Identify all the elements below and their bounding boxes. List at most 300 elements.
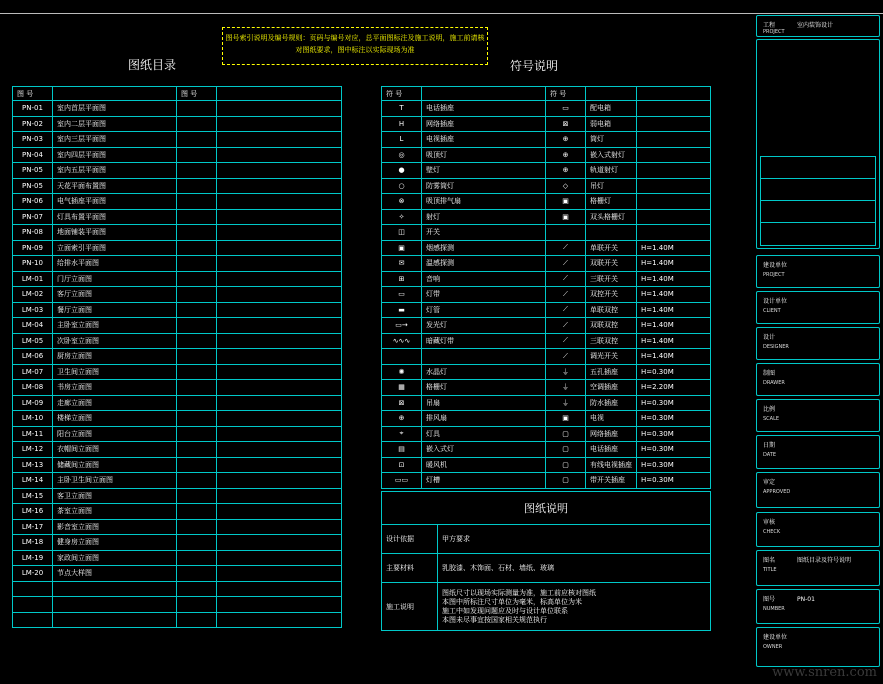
legend-symbol-icon <box>382 349 422 365</box>
table-row <box>13 380 342 396</box>
empty-cell <box>177 349 217 365</box>
empty-cell <box>177 566 217 582</box>
legend-symbol-icon: ● <box>382 163 422 179</box>
legend-symbol-icon: ⟋ <box>546 256 586 272</box>
legend-symbol-icon: ▭→ <box>382 318 422 334</box>
table-row <box>13 287 342 303</box>
empty-cell <box>217 318 342 334</box>
legend-description: 网络插座 <box>422 116 546 132</box>
drawing-code: LM-16 <box>13 504 53 520</box>
drawing-name: 立面索引平面图 <box>53 240 177 256</box>
empty-cell <box>177 426 217 442</box>
table-row <box>13 333 342 349</box>
table-row <box>13 411 342 427</box>
legend-height <box>637 147 711 163</box>
legend-description: 配电箱 <box>586 101 637 117</box>
empty-cell <box>177 116 217 132</box>
drawing-code: LM-17 <box>13 519 53 535</box>
table-row <box>382 256 711 272</box>
field-label-en: DESIGNER <box>763 344 789 350</box>
legend-description: 带开关插座 <box>586 473 637 489</box>
drawing-name: 健身房立面图 <box>53 535 177 551</box>
field-label: 图号 <box>763 596 776 603</box>
drawing-name <box>53 581 177 597</box>
empty-cell <box>177 302 217 318</box>
field-label: 图名 <box>763 557 776 564</box>
legend-description: 吸顶灯 <box>422 147 546 163</box>
empty-cell <box>177 287 217 303</box>
empty-cell <box>217 101 342 117</box>
drawing-code: PN-05 <box>13 178 53 194</box>
project-label-en: PROJECT <box>763 29 785 35</box>
legend-height <box>637 101 711 117</box>
table-row <box>13 612 342 628</box>
table-row <box>13 566 342 582</box>
drawing-name: 书房立面图 <box>53 380 177 396</box>
title-block-project <box>756 15 880 37</box>
legend-symbol-icon: ⊞ <box>382 271 422 287</box>
index-header-number-2: 图 号 <box>177 87 217 101</box>
legend-description: 发光灯 <box>422 318 546 334</box>
symbol-legend-table <box>381 86 711 489</box>
legend-symbol-icon: ▭ <box>382 287 422 303</box>
table-row <box>382 101 711 117</box>
empty-cell <box>177 271 217 287</box>
empty-cell <box>177 318 217 334</box>
legend-symbol-icon: ◇ <box>546 178 586 194</box>
field-label: 审核 <box>763 519 776 526</box>
legend-symbol-icon: ⊗ <box>382 194 422 210</box>
field-label: 比例 <box>763 406 776 413</box>
drawing-name: 室内五层平面图 <box>53 163 177 179</box>
legend-symbol-icon: ∿∿∿ <box>382 333 422 349</box>
legend-symbol-icon: ▣ <box>546 209 586 225</box>
legend-description: 水晶灯 <box>422 364 546 380</box>
field-label: 建设单位 <box>763 262 788 269</box>
legend-description: 嵌入式射灯 <box>586 147 637 163</box>
legend-symbol-icon: T <box>382 101 422 117</box>
table-row <box>382 271 711 287</box>
legend-height: H=1.40M <box>637 240 711 256</box>
legend-header-blank <box>637 87 711 101</box>
empty-cell <box>217 597 342 613</box>
table-row <box>382 426 711 442</box>
drawing-code: LM-20 <box>13 566 53 582</box>
drawing-name: 主卧卫生间立面图 <box>53 473 177 489</box>
legend-description: 单联开关 <box>586 240 637 256</box>
legend-description: 壁灯 <box>422 163 546 179</box>
table-row <box>13 209 342 225</box>
legend-height <box>637 194 711 210</box>
drawing-code: PN-03 <box>13 132 53 148</box>
field-label-en: CHECK <box>763 529 781 535</box>
legend-symbol-icon: ▤ <box>382 442 422 458</box>
legend-description <box>586 225 637 241</box>
empty-cell <box>217 473 342 489</box>
notes-text-basis: 甲方要求 <box>438 525 711 554</box>
legend-description: 有线电视插座 <box>586 457 637 473</box>
legend-description: 网络插座 <box>586 426 637 442</box>
drawing-name: 厨房立面图 <box>53 349 177 365</box>
drawing-code: LM-08 <box>13 380 53 396</box>
notes-label-construction: 施工说明 <box>382 583 438 631</box>
title-block-field <box>756 472 880 508</box>
empty-cell <box>177 380 217 396</box>
table-row <box>382 302 711 318</box>
table-row <box>13 116 342 132</box>
legend-description: 电话插座 <box>586 442 637 458</box>
legend-description: 三联开关 <box>586 271 637 287</box>
table-row <box>13 442 342 458</box>
drawing-name: 卫生间立面图 <box>53 364 177 380</box>
drawing-code: LM-04 <box>13 318 53 334</box>
legend-description: 弱电箱 <box>586 116 637 132</box>
legend-symbol-icon: ▣ <box>546 411 586 427</box>
empty-cell <box>177 209 217 225</box>
legend-header-desc-2 <box>586 87 637 101</box>
empty-cell <box>177 225 217 241</box>
table-row <box>13 240 342 256</box>
legend-symbol-icon: ⟋ <box>546 318 586 334</box>
legend-height: H=1.40M <box>637 256 711 272</box>
legend-header-symbol: 符 号 <box>382 87 422 101</box>
legend-height: H=1.40M <box>637 349 711 365</box>
empty-cell <box>217 333 342 349</box>
table-row <box>13 194 342 210</box>
legend-symbol-icon <box>546 225 586 241</box>
table-row <box>13 271 342 287</box>
empty-cell <box>177 333 217 349</box>
empty-cell <box>217 504 342 520</box>
table-row <box>13 364 342 380</box>
drawing-name: 衣帽间立面图 <box>53 442 177 458</box>
notes-text-materials: 乳胶漆、木饰面、石材、墙纸、玻璃 <box>438 554 711 583</box>
title-block-field <box>756 399 880 432</box>
empty-cell <box>177 473 217 489</box>
field-label: 建设单位 <box>763 634 788 641</box>
legend-symbol-icon: H <box>382 116 422 132</box>
legend-header-desc <box>422 87 546 101</box>
drawing-name: 次卧室立面图 <box>53 333 177 349</box>
legend-description: 吊灯 <box>586 178 637 194</box>
drawing-code: PN-10 <box>13 256 53 272</box>
empty-cell <box>217 178 342 194</box>
empty-cell <box>217 302 342 318</box>
legend-symbol-icon: ▭ <box>546 101 586 117</box>
table-row <box>13 225 342 241</box>
legend-symbol-icon: ⊕ <box>382 411 422 427</box>
legend-description: 双控开关 <box>586 287 637 303</box>
table-row <box>13 457 342 473</box>
title-block-field <box>756 327 880 360</box>
table-row <box>13 581 342 597</box>
legend-symbol-icon: ⏚ <box>546 364 586 380</box>
empty-cell <box>177 364 217 380</box>
empty-cell <box>217 442 342 458</box>
legend-symbol-icon: ✧ <box>382 209 422 225</box>
empty-cell <box>217 225 342 241</box>
empty-cell <box>217 147 342 163</box>
empty-cell <box>217 163 342 179</box>
table-row <box>382 240 711 256</box>
empty-cell <box>217 566 342 582</box>
index-header-number: 图 号 <box>13 87 53 101</box>
table-row <box>382 225 711 241</box>
legend-height: H=0.30M <box>637 426 711 442</box>
drawing-code: LM-06 <box>13 349 53 365</box>
table-row <box>13 101 342 117</box>
legend-symbol-icon: L <box>382 132 422 148</box>
legend-header-symbol-2: 符 号 <box>546 87 586 101</box>
empty-cell <box>217 411 342 427</box>
legend-symbol-icon: ▢ <box>546 442 586 458</box>
legend-description: 射灯 <box>422 209 546 225</box>
table-row <box>13 318 342 334</box>
legend-symbol-icon: ⟋ <box>546 302 586 318</box>
drawing-frame-top-line <box>0 13 883 14</box>
empty-cell <box>177 519 217 535</box>
legend-description: 筒灯 <box>586 132 637 148</box>
table-row <box>13 395 342 411</box>
legend-symbol-icon: ▭▭ <box>382 473 422 489</box>
project-value: 室内装饰设计 <box>796 22 833 29</box>
legend-description: 暗藏灯带 <box>422 333 546 349</box>
legend-height <box>637 209 711 225</box>
legend-description: 灯带 <box>422 287 546 303</box>
legend-description: 防雾筒灯 <box>422 178 546 194</box>
legend-description: 灯槽 <box>422 473 546 489</box>
field-value: 图纸目录及符号说明 <box>797 557 852 564</box>
drawing-code: LM-13 <box>13 457 53 473</box>
empty-cell <box>217 271 342 287</box>
field-label-en: PROJECT <box>763 272 785 278</box>
drawing-name: 家政间立面图 <box>53 550 177 566</box>
drawing-name: 茶室立面图 <box>53 504 177 520</box>
table-row <box>382 163 711 179</box>
legend-symbol-icon: ✉ <box>382 256 422 272</box>
legend-height <box>637 132 711 148</box>
title-block-field <box>756 512 880 547</box>
legend-symbol-icon: ⊡ <box>382 457 422 473</box>
empty-cell <box>217 287 342 303</box>
drawing-code: LM-05 <box>13 333 53 349</box>
legend-symbol-icon: ⟋ <box>546 271 586 287</box>
empty-cell <box>177 132 217 148</box>
empty-cell <box>177 178 217 194</box>
drawing-name: 主卧室立面图 <box>53 318 177 334</box>
index-header-name <box>53 87 177 101</box>
drawing-notes-title: 图纸说明 <box>382 492 711 525</box>
empty-cell <box>217 550 342 566</box>
drawing-code: LM-02 <box>13 287 53 303</box>
drawing-code: PN-06 <box>13 194 53 210</box>
legend-description: 电话插座 <box>422 101 546 117</box>
table-row <box>13 473 342 489</box>
title-block-field <box>756 291 880 324</box>
table-row <box>382 209 711 225</box>
notes-label-materials: 主要材料 <box>382 554 438 583</box>
drawing-name: 给排水平面图 <box>53 256 177 272</box>
drawing-name: 室内四层平面图 <box>53 147 177 163</box>
table-row <box>382 194 711 210</box>
empty-cell <box>177 101 217 117</box>
field-label-en: TITLE <box>763 567 777 573</box>
legend-symbol-icon: ⟋ <box>546 349 586 365</box>
table-row <box>382 349 711 365</box>
legend-symbol-icon: ⌖ <box>382 426 422 442</box>
empty-cell <box>177 411 217 427</box>
stamp-grid <box>760 156 876 246</box>
drawing-code: LM-19 <box>13 550 53 566</box>
legend-height: H=1.40M <box>637 271 711 287</box>
empty-cell <box>217 457 342 473</box>
table-row <box>13 504 342 520</box>
empty-cell <box>217 209 342 225</box>
table-row <box>382 132 711 148</box>
field-label-en: DRAWER <box>763 380 785 386</box>
legend-description: 电视插座 <box>422 132 546 148</box>
table-row <box>13 535 342 551</box>
drawing-index-title: 图纸目录 <box>128 58 177 72</box>
legend-height: H=1.40M <box>637 333 711 349</box>
legend-symbol-icon: ▬ <box>382 302 422 318</box>
empty-cell <box>177 147 217 163</box>
legend-height: H=0.30M <box>637 473 711 489</box>
legend-description: 音响 <box>422 271 546 287</box>
table-row <box>13 597 342 613</box>
legend-height <box>637 163 711 179</box>
field-label: 制图 <box>763 370 776 377</box>
legend-symbol-icon: ▢ <box>546 426 586 442</box>
legend-symbol-icon: ⟋ <box>546 240 586 256</box>
legend-symbol-icon: ▦ <box>382 380 422 396</box>
empty-cell <box>217 132 342 148</box>
legend-height: H=0.30M <box>637 364 711 380</box>
field-value: PN-01 <box>797 596 815 603</box>
legend-description: 暖风机 <box>422 457 546 473</box>
legend-symbol-icon: ⟋ <box>546 333 586 349</box>
drawing-code: PN-01 <box>13 101 53 117</box>
drawing-code: LM-12 <box>13 442 53 458</box>
legend-symbol-icon: ⊠ <box>382 395 422 411</box>
drawing-code: LM-01 <box>13 271 53 287</box>
legend-symbol-icon: ○ <box>382 178 422 194</box>
title-block-field <box>756 550 880 586</box>
table-row <box>13 550 342 566</box>
notes-label-basis: 设计依据 <box>382 525 438 554</box>
drawing-code: LM-18 <box>13 535 53 551</box>
legend-description: 温感探测 <box>422 256 546 272</box>
drawing-name: 餐厅立面图 <box>53 302 177 318</box>
legend-description: 双联开关 <box>586 256 637 272</box>
notes-text-construction: 图纸尺寸以现场实际测量为准，施工前应核对图纸 本图中所标注尺寸单位为毫米，标高单位为米 施工中如发现问题应及时与设计单位联系 本图未尽事宜按国家相关规范执行 <box>438 583 711 631</box>
legend-symbol-icon: ⏚ <box>546 395 586 411</box>
empty-cell <box>177 550 217 566</box>
empty-cell <box>177 457 217 473</box>
empty-cell <box>177 535 217 551</box>
table-row <box>382 395 711 411</box>
legend-symbol-icon: ⊕ <box>546 163 586 179</box>
field-label: 日期 <box>763 442 776 449</box>
legend-description: 双联双控 <box>586 318 637 334</box>
drawing-code: PN-04 <box>13 147 53 163</box>
empty-cell <box>217 612 342 628</box>
drawing-code: LM-15 <box>13 488 53 504</box>
drawing-name <box>53 612 177 628</box>
empty-cell <box>177 240 217 256</box>
drawing-code: LM-07 <box>13 364 53 380</box>
drawing-index-table <box>12 86 342 628</box>
field-label-en: SCALE <box>763 416 780 422</box>
field-label: 设计 <box>763 334 776 341</box>
drawing-code: LM-09 <box>13 395 53 411</box>
empty-cell <box>177 488 217 504</box>
legend-symbol-icon: ✺ <box>382 364 422 380</box>
empty-cell <box>177 194 217 210</box>
legend-height <box>637 178 711 194</box>
empty-cell <box>177 395 217 411</box>
table-row <box>382 333 711 349</box>
drawing-name: 阳台立面图 <box>53 426 177 442</box>
drawing-name: 地面铺装平面图 <box>53 225 177 241</box>
empty-cell <box>217 535 342 551</box>
title-block-field <box>756 435 880 469</box>
table-row <box>382 457 711 473</box>
drawing-name: 室内首层平面图 <box>53 101 177 117</box>
drawing-name: 客厅立面图 <box>53 287 177 303</box>
empty-cell <box>177 256 217 272</box>
table-row <box>13 488 342 504</box>
legend-symbol-icon: ▣ <box>546 194 586 210</box>
empty-cell <box>217 426 342 442</box>
drawing-name: 影音室立面图 <box>53 519 177 535</box>
empty-cell <box>217 256 342 272</box>
legend-height: H=1.40M <box>637 287 711 303</box>
table-row <box>382 380 711 396</box>
empty-cell <box>177 163 217 179</box>
table-row <box>382 411 711 427</box>
empty-cell <box>217 395 342 411</box>
table-row <box>13 132 342 148</box>
drawing-name: 室内二层平面图 <box>53 116 177 132</box>
legend-description: 单联双控 <box>586 302 637 318</box>
title-block-field <box>756 363 880 396</box>
legend-description: 轨道射灯 <box>586 163 637 179</box>
table-row <box>13 178 342 194</box>
empty-cell <box>177 442 217 458</box>
empty-cell <box>177 612 217 628</box>
table-row <box>382 442 711 458</box>
drawing-name <box>53 597 177 613</box>
symbol-legend-title: 符号说明 <box>510 59 559 73</box>
drawing-code <box>13 612 53 628</box>
table-row <box>13 302 342 318</box>
table-row <box>382 364 711 380</box>
drawing-name: 储藏间立面图 <box>53 457 177 473</box>
table-row <box>13 163 342 179</box>
legend-symbol-icon: ⊕ <box>546 147 586 163</box>
empty-cell <box>177 581 217 597</box>
table-row <box>13 426 342 442</box>
drawing-name: 天花平面布置图 <box>53 178 177 194</box>
legend-symbol-icon: ▢ <box>546 457 586 473</box>
drawing-code <box>13 581 53 597</box>
table-row <box>382 318 711 334</box>
table-row <box>13 147 342 163</box>
drawing-code: PN-02 <box>13 116 53 132</box>
drawing-code <box>13 597 53 613</box>
empty-cell <box>217 581 342 597</box>
